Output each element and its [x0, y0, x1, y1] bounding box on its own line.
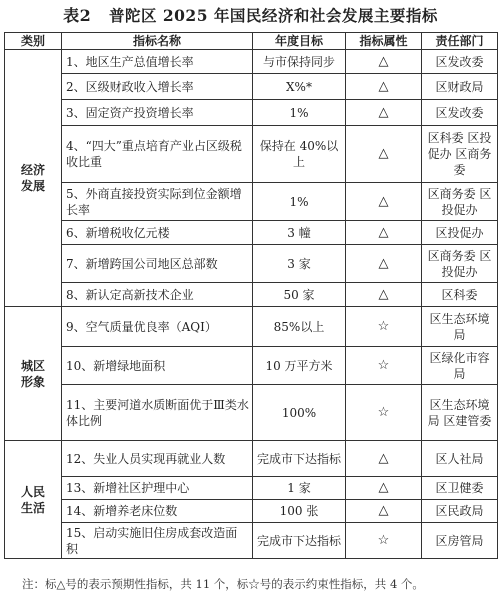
- indicator-name: 13、新增社区护理中心: [62, 477, 253, 500]
- indicator-target: 与市保持同步: [253, 50, 346, 74]
- indicator-attribute: △: [346, 50, 422, 74]
- table-row: [5, 441, 498, 477]
- responsible-dept: 区房管局: [422, 523, 498, 559]
- indicator-target: 10 万平方米: [253, 347, 346, 385]
- responsible-dept: 区卫健委: [422, 477, 498, 500]
- table-row: [5, 100, 498, 126]
- responsible-dept: 区商务委 区投促办: [422, 183, 498, 221]
- table-row: [5, 245, 498, 283]
- indicator-name: 6、新增税收亿元楼: [62, 221, 253, 245]
- indicator-attribute: △: [346, 283, 422, 307]
- responsible-dept: 区绿化市容局: [422, 347, 498, 385]
- indicator-name: 11、主要河道水质断面优于Ⅲ类水体比例: [62, 385, 253, 441]
- table-row: [5, 221, 498, 245]
- indicator-target: 3 幢: [253, 221, 346, 245]
- responsible-dept: 区科委 区投促办 区商务委: [422, 126, 498, 183]
- indicator-name: 3、固定资产投资增长率: [62, 100, 253, 126]
- table-row: [5, 477, 498, 500]
- responsible-dept: 区商务委 区投促办: [422, 245, 498, 283]
- table-row: [5, 126, 498, 183]
- indicator-attribute: ☆: [346, 385, 422, 441]
- responsible-dept: 区民政局: [422, 500, 498, 523]
- indicator-attribute: △: [346, 183, 422, 221]
- indicator-target: 完成市下达指标: [253, 523, 346, 559]
- indicator-name: 5、外商直接投资实际到位金额增长率: [62, 183, 253, 221]
- table-row: [5, 347, 498, 385]
- indicator-name: 4、“四大”重点培育产业占区级税收比重: [62, 126, 253, 183]
- indicator-attribute: ☆: [346, 347, 422, 385]
- indicator-target: 85%以上: [253, 307, 346, 347]
- header-indicator-name: 指标名称: [62, 33, 253, 50]
- indicator-attribute: △: [346, 221, 422, 245]
- header-annual-target: 年度目标: [253, 33, 346, 50]
- table-row: [5, 74, 498, 100]
- indicator-attribute: △: [346, 500, 422, 523]
- responsible-dept: 区生态环境局: [422, 307, 498, 347]
- responsible-dept: 区人社局: [422, 441, 498, 477]
- header-responsible-dept: 责任部门: [422, 33, 498, 50]
- indicator-attribute: △: [346, 126, 422, 183]
- indicator-attribute: ☆: [346, 523, 422, 559]
- category-economy: 经济发展: [5, 50, 62, 307]
- footnote: 注：标△号的表示预期性指标，共 11 个，标☆号的表示约束性指标，共 4 个。: [22, 577, 424, 591]
- responsible-dept: 区生态环境局 区建管委: [422, 385, 498, 441]
- indicator-target: 1 家: [253, 477, 346, 500]
- header-indicator-attribute: 指标属性: [346, 33, 422, 50]
- table-row: [5, 385, 498, 441]
- indicator-name: 10、新增绿地面积: [62, 347, 253, 385]
- indicator-name: 12、失业人员实现再就业人数: [62, 441, 253, 477]
- indicator-target: 3 家: [253, 245, 346, 283]
- indicator-target: 100 张: [253, 500, 346, 523]
- indicator-name: 14、新增养老床位数: [62, 500, 253, 523]
- table-row: [5, 500, 498, 523]
- category-urban-image: 城区形象: [5, 307, 62, 441]
- indicator-target: 1%: [253, 100, 346, 126]
- table-row: [5, 50, 498, 74]
- indicator-table: [4, 32, 498, 559]
- indicator-name: 1、地区生产总值增长率: [62, 50, 253, 74]
- indicator-target: 100%: [253, 385, 346, 441]
- indicator-name: 9、空气质量优良率（AQI）: [62, 307, 253, 347]
- category-livelihood: 人民生活: [5, 441, 62, 559]
- indicator-attribute: △: [346, 245, 422, 283]
- responsible-dept: 区发改委: [422, 50, 498, 74]
- indicator-attribute: △: [346, 74, 422, 100]
- indicator-attribute: △: [346, 100, 422, 126]
- indicator-name: 8、新认定高新技术企业: [62, 283, 253, 307]
- table-number: 表2: [63, 6, 92, 25]
- responsible-dept: 区投促办: [422, 221, 498, 245]
- indicator-attribute: △: [346, 477, 422, 500]
- header-category: 类别: [5, 33, 62, 50]
- page-title: [0, 3, 501, 26]
- indicator-target: 完成市下达指标: [253, 441, 346, 477]
- table-title: 普陀区 2025 年国民经济和社会发展主要指标: [108, 6, 438, 25]
- indicator-target: 50 家: [253, 283, 346, 307]
- responsible-dept: 区财政局: [422, 74, 498, 100]
- table-row: [5, 283, 498, 307]
- indicator-name: 2、区级财政收入增长率: [62, 74, 253, 100]
- indicator-attribute: △: [346, 441, 422, 477]
- table-row: [5, 183, 498, 221]
- indicator-target: 1%: [253, 183, 346, 221]
- table-row: [5, 523, 498, 559]
- header-row: [5, 33, 498, 50]
- indicator-name: 7、新增跨国公司地区总部数: [62, 245, 253, 283]
- indicator-target: 保持在 40%以上: [253, 126, 346, 183]
- responsible-dept: 区发改委: [422, 100, 498, 126]
- table-row: [5, 307, 498, 347]
- indicator-attribute: ☆: [346, 307, 422, 347]
- indicator-target: X%*: [253, 74, 346, 100]
- indicator-name: 15、启动实施旧住房成套改造面积: [62, 523, 253, 559]
- responsible-dept: 区科委: [422, 283, 498, 307]
